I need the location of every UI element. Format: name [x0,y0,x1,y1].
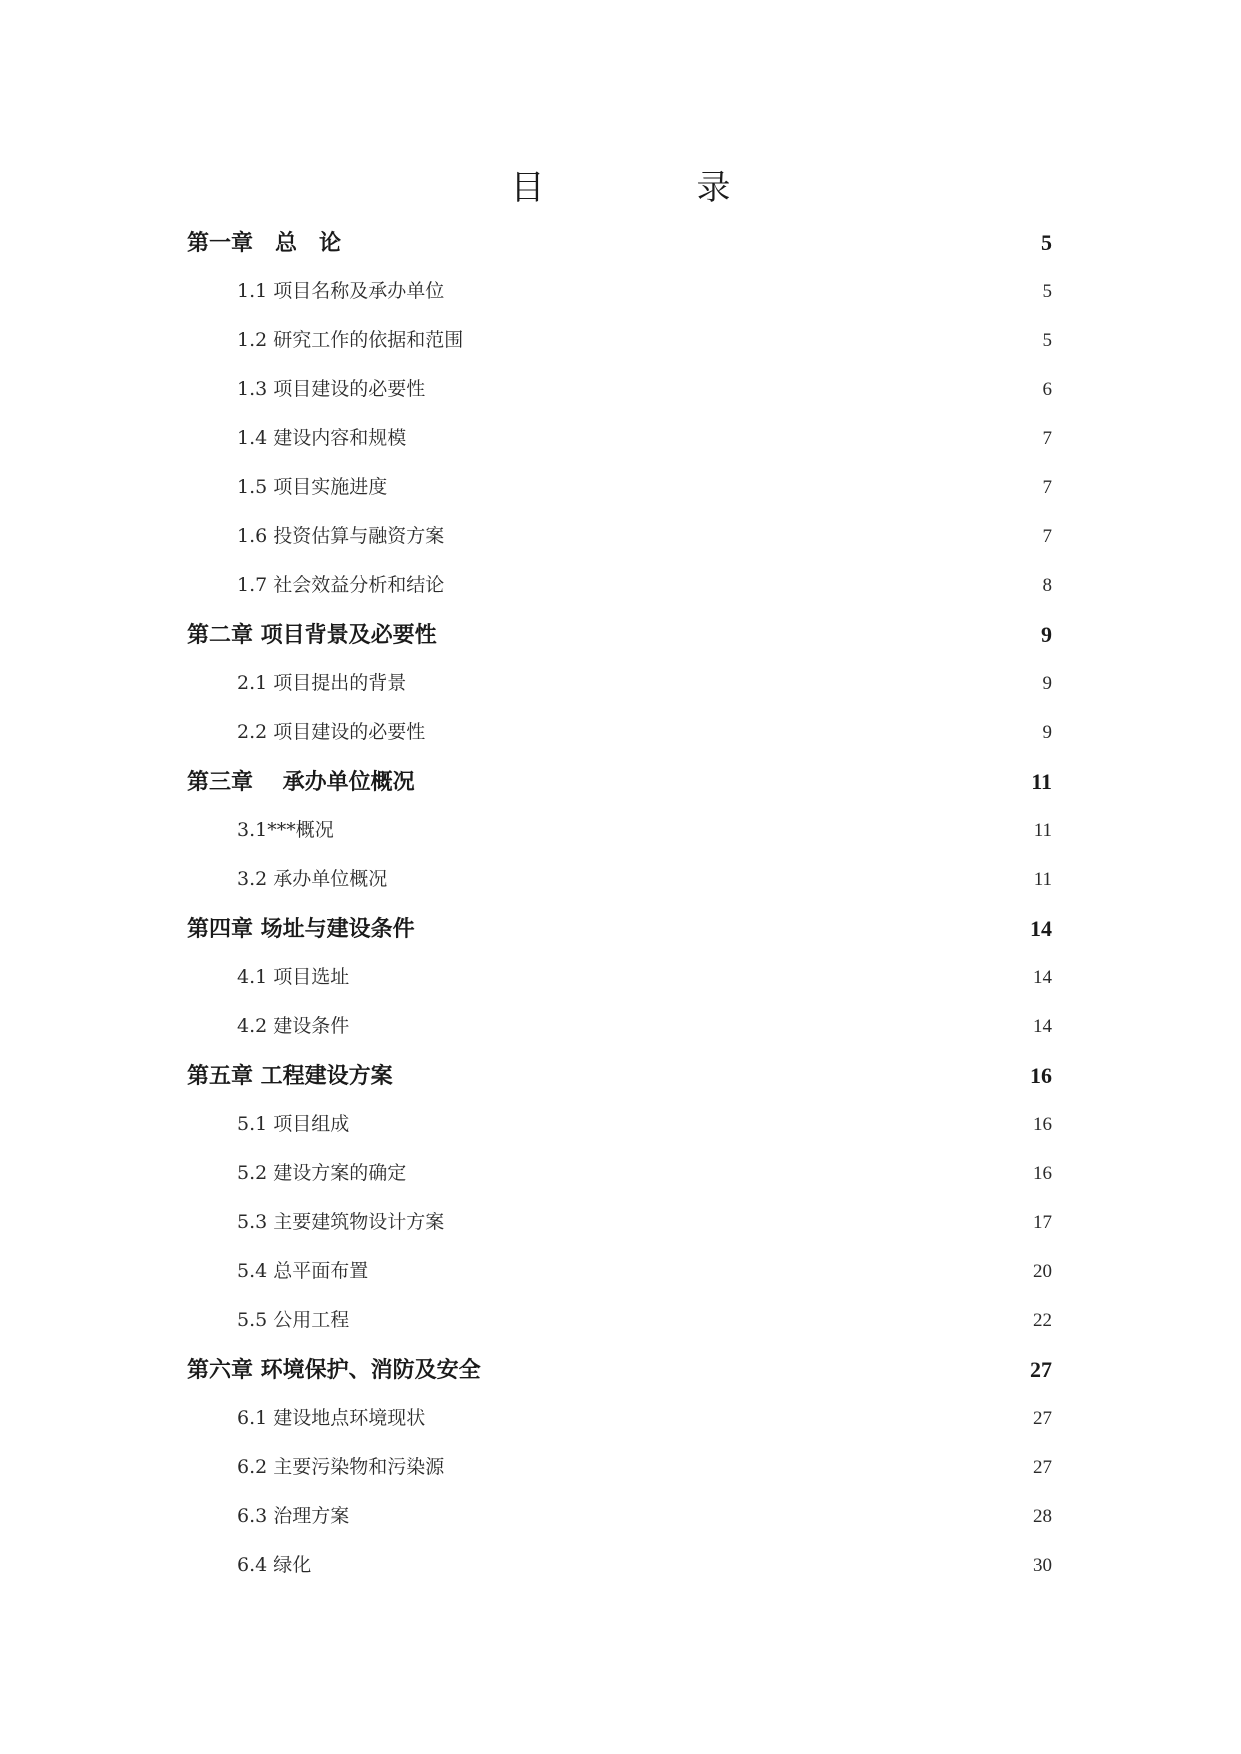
toc-section-entry[interactable] [187,414,1052,463]
toc-section-entry[interactable] [187,463,1052,512]
toc-entry-label: 第二章 项目背景及必要性 [187,622,437,648]
dot-leader [391,472,1040,491]
dot-leader [429,717,1040,736]
toc-section-entry[interactable] [187,1443,1052,1492]
toc-entry-label: 1.1 项目名称及承办单位 [237,280,445,302]
toc-page-number: 8 [1042,575,1052,596]
toc-entry-label: 1.3 项目建设的必要性 [237,378,426,400]
toc-section-entry[interactable] [187,316,1052,365]
toc-entry-label: 4.2 建设条件 [237,1015,350,1037]
toc-entry-label: 5.4 总平面布置 [237,1260,369,1282]
dot-leader [353,1501,1031,1520]
dot-leader [448,1207,1031,1226]
dot-leader [410,668,1040,687]
toc-chapter-entry[interactable] [187,1051,1052,1100]
toc-section-entry[interactable] [187,953,1052,1002]
toc-entry-label: 1.2 研究工作的依据和范围 [237,329,464,351]
toc-section-entry[interactable] [187,365,1052,414]
toc-page-number: 27 [1030,1357,1052,1382]
toc-title: 目 录 [510,168,759,208]
toc-page-number: 22 [1033,1310,1052,1331]
toc-page-number: 7 [1042,526,1052,547]
toc-page-number: 28 [1033,1506,1052,1527]
toc-page-number: 9 [1042,722,1052,743]
toc-entry-label: 3.1***概况 [237,819,334,841]
dot-leader [485,1353,1028,1375]
dot-leader [353,1305,1031,1324]
dot-leader [353,1109,1031,1128]
toc-chapter-entry[interactable] [187,904,1052,953]
toc-page-number: 16 [1033,1163,1052,1184]
toc-section-entry[interactable] [187,806,1052,855]
dot-leader [467,325,1040,344]
toc-chapter-entry[interactable] [187,218,1052,267]
toc-section-entry[interactable] [187,1002,1052,1051]
dot-leader [448,570,1040,589]
toc-page-number: 27 [1033,1408,1052,1429]
toc-page-number: 9 [1041,622,1052,647]
toc-page-number: 7 [1042,428,1052,449]
dot-leader [397,1059,1028,1081]
toc-entry-label: 2.2 项目建设的必要性 [237,721,426,743]
toc-entry-label: 5.2 建设方案的确定 [237,1162,407,1184]
toc-page-number: 11 [1031,769,1052,794]
toc-page-number: 5 [1042,330,1052,351]
toc-section-entry[interactable] [187,1394,1052,1443]
toc-page-number: 5 [1042,281,1052,302]
dot-leader [353,1011,1031,1030]
dot-leader [419,912,1028,934]
toc-entry-label: 3.2 承办单位概况 [237,868,388,890]
toc-page-number: 11 [1033,869,1052,890]
toc-entry-label: 第三章 承办单位概况 [187,769,415,795]
toc-entry-label: 1.4 建设内容和规模 [237,427,407,449]
toc-section-entry[interactable] [187,659,1052,708]
toc-section-entry[interactable] [187,1492,1052,1541]
toc-entry-label: 第五章 工程建设方案 [187,1063,393,1089]
toc-entry-label: 4.1 项目选址 [237,966,350,988]
toc-entry-label: 1.5 项目实施进度 [237,476,388,498]
toc-entry-label: 第一章 总 论 [187,230,342,256]
dot-leader [353,962,1031,981]
toc-section-entry[interactable] [187,1100,1052,1149]
toc-page-number: 14 [1033,1016,1052,1037]
dot-leader [441,618,1039,640]
dot-leader [372,1256,1031,1275]
toc-entry-label: 1.6 投资估算与融资方案 [237,525,445,547]
toc-entry-label: 第四章 场址与建设条件 [187,916,415,942]
toc-page-number: 5 [1041,230,1052,255]
dot-leader [315,1550,1031,1569]
toc-section-entry[interactable] [187,267,1052,316]
toc-chapter-entry[interactable] [187,610,1052,659]
toc-entry-label: 5.3 主要建筑物设计方案 [237,1211,445,1233]
toc-list [187,218,1052,1590]
toc-page-number: 17 [1033,1212,1052,1233]
toc-section-entry[interactable] [187,1541,1052,1590]
toc-page-number: 9 [1042,673,1052,694]
toc-entry-label: 6.2 主要污染物和污染源 [237,1456,445,1478]
toc-section-entry[interactable] [187,855,1052,904]
dot-leader [419,765,1030,787]
dot-leader [338,815,1032,834]
toc-entry-label: 6.3 治理方案 [237,1505,350,1527]
dot-leader [448,1452,1031,1471]
toc-page-number: 14 [1030,916,1052,941]
toc-section-entry[interactable] [187,1296,1052,1345]
toc-page-number: 11 [1033,820,1052,841]
dot-leader [410,423,1040,442]
toc-section-entry[interactable] [187,512,1052,561]
toc-entry-label: 2.1 项目提出的背景 [237,672,407,694]
toc-section-entry[interactable] [187,708,1052,757]
toc-page-number: 16 [1033,1114,1052,1135]
dot-leader [448,521,1040,540]
toc-page-number: 30 [1033,1555,1052,1576]
toc-chapter-entry[interactable] [187,757,1052,806]
dot-leader [448,276,1040,295]
toc-page-number: 7 [1042,477,1052,498]
toc-section-entry[interactable] [187,1198,1052,1247]
dot-leader [391,864,1031,883]
toc-entry-label: 5.5 公用工程 [237,1309,350,1331]
toc-entry-label: 第六章 环境保护、消防及安全 [187,1357,481,1383]
toc-section-entry[interactable] [187,561,1052,610]
dot-leader [429,1403,1031,1422]
toc-entry-label: 1.7 社会效益分析和结论 [237,574,445,596]
dot-leader [429,374,1040,393]
toc-page-number: 20 [1033,1261,1052,1282]
toc-page-number: 16 [1030,1063,1052,1088]
toc-page-number: 27 [1033,1457,1052,1478]
toc-entry-label: 6.1 建设地点环境现状 [237,1407,426,1429]
toc-entry-label: 5.1 项目组成 [237,1113,350,1135]
dot-leader [345,226,1039,248]
toc-section-entry[interactable] [187,1149,1052,1198]
dot-leader [410,1158,1031,1177]
toc-page-number: 14 [1033,967,1052,988]
toc-chapter-entry[interactable] [187,1345,1052,1394]
toc-entry-label: 6.4 绿化 [237,1554,312,1576]
toc-section-entry[interactable] [187,1247,1052,1296]
toc-page-number: 6 [1042,379,1052,400]
